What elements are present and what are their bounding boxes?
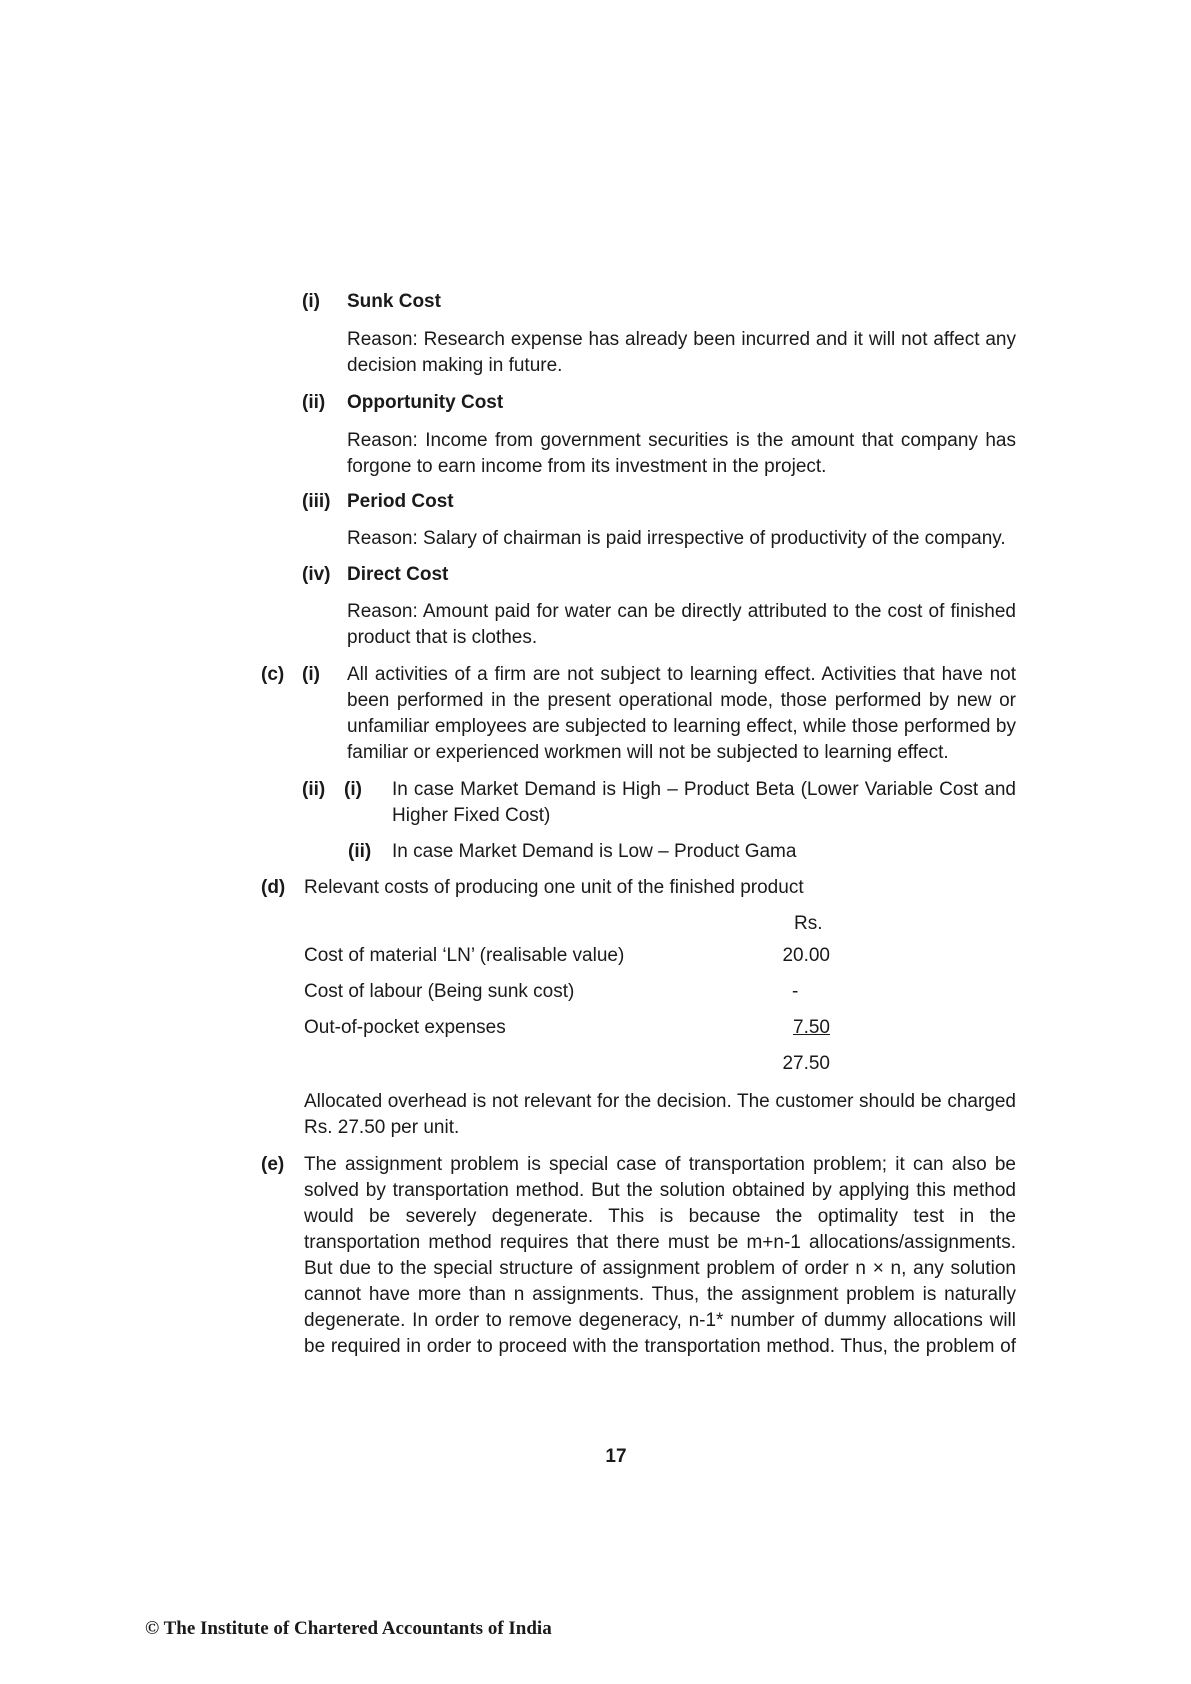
b-item-i-num: (i) [302,291,320,312]
b-item-iv-title: Direct Cost [347,564,449,585]
d-intro: Relevant costs of producing one unit of the finished product [304,877,804,898]
d-label: (d) [261,877,286,898]
b-item-iv-reason: Reason: Amount paid for water can be directly attributed to the cost of finished product that is clothes. [347,601,1016,648]
b-item-ii-reason: Reason: Income from government securities is the amount that company has forgone to earn income from its investment in the project. [347,430,1016,477]
b-item-iii-title: Period Cost [347,491,454,512]
d-row-labour-value: - [792,981,799,1002]
c-ii-i-text: In case Market Demand is High – Product Beta (Lower Variable Cost and Higher Fixed Cost) [392,779,1016,826]
c-ii-num: (ii) [302,779,326,800]
d-row-expenses-value [760,1015,830,1041]
b-item-i-title: Sunk Cost [347,291,441,312]
d-row-material-label: Cost of material ‘LN’ (realisable value) [304,945,625,966]
d-total-value: 27.50 [782,1053,830,1074]
b-item-iii-num: (iii) [302,491,331,512]
d-row-expenses-value-text: 7.50 [793,1017,830,1038]
d-row-material-value: 20.00 [782,945,830,966]
footer-copyright: © The Institute of Chartered Accountants of India [145,1618,552,1639]
d-conclusion: Allocated overhead is not relevant for the decision. The customer should be charged Rs. 27.50 per unit. [304,1091,1016,1138]
d-row-labour-label: Cost of labour (Being sunk cost) [304,981,575,1002]
b-item-ii-title: Opportunity Cost [347,392,504,413]
b-item-iii-reason: Reason: Salary of chairman is paid irrespective of productivity of the company. [347,528,1006,549]
c-ii-ii-num: (ii) [348,841,372,862]
c-label: (c) [261,664,285,685]
b-item-iv-num: (iv) [302,564,331,585]
d-currency-header: Rs. [794,913,823,934]
b-item-i-reason: Reason: Research expense has already been incurred and it will not affect any decision making in future. [347,329,1016,376]
c-ii-i-num: (i) [344,779,362,800]
c-i-num: (i) [302,664,320,685]
d-row-expenses-label: Out-of-pocket expenses [304,1017,506,1038]
c-ii-ii-text: In case Market Demand is Low – Product Gama [392,841,797,862]
e-label: (e) [261,1154,285,1175]
e-text: The assignment problem is special case of transportation problem; it can also be solved by transportation method. But the solution obtained by applying this method would be severely degenerate. This is because the optimality test in the transportation method requires that there must be m+n-1 allocations/assignments. But due to the special structure of assignment problem of order n × n, any solution cannot have more than n assignments. Thus, the assignment problem is naturally degenerate. In order to remove degeneracy, n-1* number of dummy allocations will be required in order to proceed with the transportation method. Thus, the problem of [304,1154,1016,1357]
b-item-ii-num: (ii) [302,392,326,413]
c-i-text: All activities of a firm are not subject to learning effect. Activities that have not been performed in the present operational mode, those performed by new or unfamiliar employees are subjected to learning effect, while those performed by familiar or experienced workmen will not be subjected to learning effect. [347,664,1016,763]
page-number: 17 [605,1446,627,1467]
